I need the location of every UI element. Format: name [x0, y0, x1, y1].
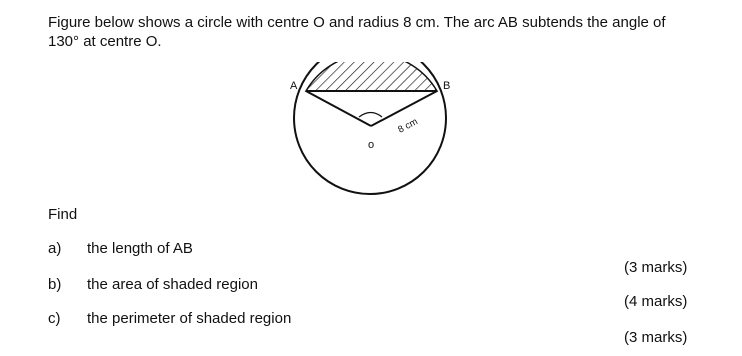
question-a-marks: (3 marks): [624, 259, 688, 276]
point-a-label: A: [290, 80, 298, 92]
angle-arc: [359, 113, 382, 118]
question-b-text: the area of shaded region: [87, 276, 258, 293]
question-c-letter: c): [48, 310, 61, 327]
question-b-letter: b): [48, 276, 62, 293]
problem-statement-line-1: Figure below shows a circle with centre O and radius 8 cm. The arc AB subtends the angle of: [48, 14, 666, 31]
shaded-segment: [306, 62, 437, 91]
find-heading: Find: [48, 206, 78, 223]
problem-statement: [48, 13, 708, 51]
centre-o-label: o: [368, 139, 375, 151]
question-a-text: the length of AB: [87, 240, 193, 257]
problem-statement-line-2: 130° at centre O.: [48, 33, 162, 50]
point-b-label: B: [443, 80, 451, 92]
question-a-letter: a): [48, 240, 62, 257]
radius-length-label: 8 cm: [396, 116, 420, 136]
question-c-text: the perimeter of shaded region: [87, 310, 292, 327]
question-b-marks: (4 marks): [624, 293, 688, 310]
circle-diagram: [280, 62, 470, 208]
radius-oa: [306, 91, 371, 126]
question-c-marks: (3 marks): [624, 329, 688, 346]
